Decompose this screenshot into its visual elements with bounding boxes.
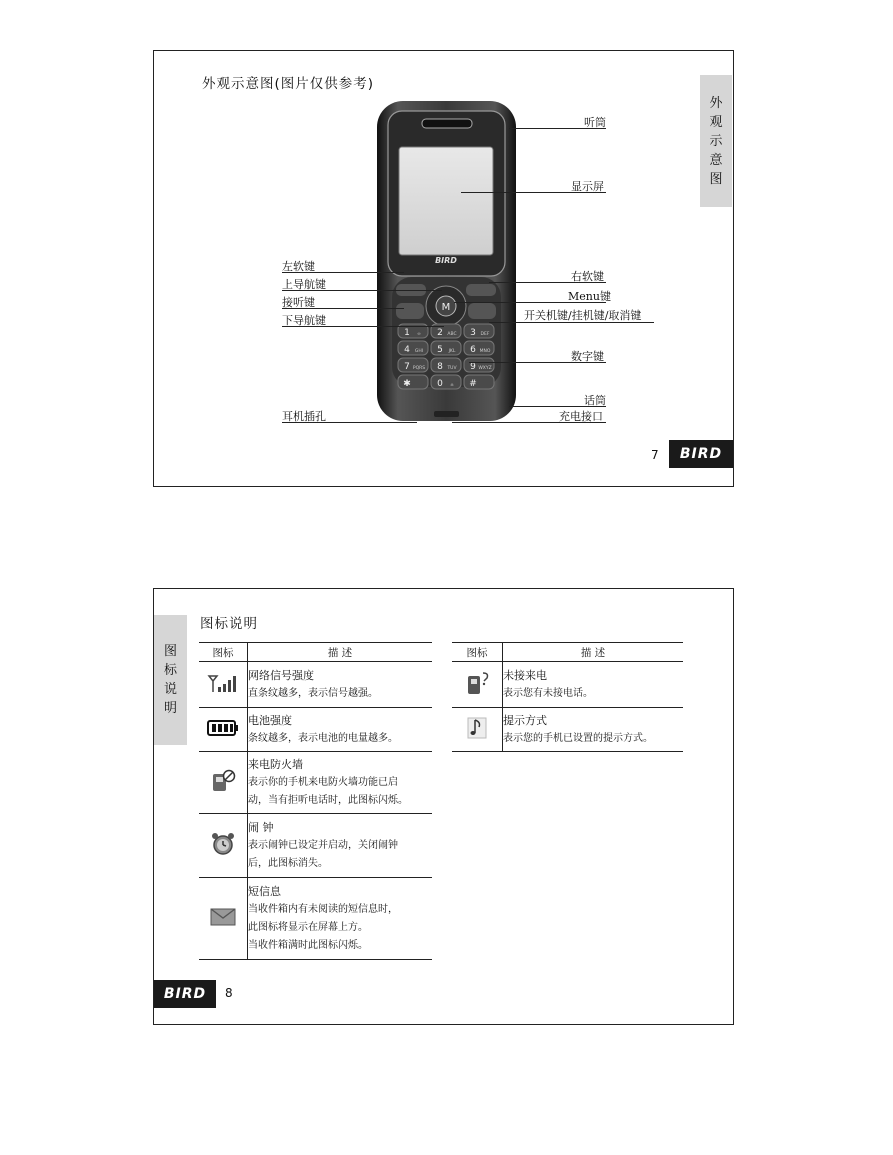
row-desc: 表示闹钟已设定并启动，关闭闹钟 后，此图标消失。	[248, 839, 398, 869]
number-key-sublabel: MNO	[479, 349, 491, 354]
icon-table-left	[199, 642, 432, 960]
row-name: 未接来电	[503, 668, 547, 682]
logo-text: BIRD	[163, 986, 207, 1002]
side-tab-char: 标	[163, 663, 177, 678]
table-row	[452, 662, 683, 708]
row-desc: 直条纹越多，表示信号越强。	[248, 687, 378, 699]
table-row	[199, 662, 432, 708]
brand-logo	[154, 980, 216, 1008]
leader-line	[489, 282, 606, 283]
number-key-label: 0	[437, 379, 443, 389]
number-key-label: 9	[470, 362, 476, 372]
row-name: 提示方式	[503, 713, 547, 727]
side-tab-char: 意	[709, 152, 723, 168]
callout-menu-key: Menu键	[568, 290, 611, 303]
alert-mode-icon	[452, 708, 503, 752]
side-tab-char: 外	[709, 95, 723, 111]
side-tab	[154, 615, 187, 745]
missed-call-icon	[452, 662, 503, 708]
number-key	[398, 341, 428, 355]
row-desc: 表示你的手机来电防火墙功能已启 动，当有拒听电话时，此图标闪烁。	[248, 776, 408, 806]
number-key-sublabel: ±	[450, 383, 454, 388]
number-key-sublabel: ∞	[417, 332, 421, 337]
battery-icon	[199, 708, 248, 752]
table-row	[199, 878, 432, 960]
table-row	[199, 708, 432, 752]
leader-line	[282, 308, 404, 309]
row-desc: 表示您有未接电话。	[503, 687, 593, 699]
side-tab-char: 说	[163, 682, 177, 697]
phone-brand: BIRD	[435, 256, 457, 265]
callout-answer-key: 接听键	[282, 296, 315, 309]
callout-display: 显示屏	[571, 180, 604, 193]
callout-nav-up: 上导航键	[282, 278, 326, 291]
page-number: 8	[225, 986, 233, 1000]
number-key-label: 3	[470, 328, 476, 338]
callout-right-soft-key: 右软键	[571, 270, 604, 283]
number-key-label: 5	[437, 345, 443, 355]
row-desc: 当收件箱内有未阅读的短信息时， 此图标将显示在屏幕上方。 当收件箱满时此图标闪烁。	[248, 903, 398, 951]
number-key-label: #	[469, 379, 477, 389]
number-key-label: 7	[404, 362, 410, 372]
row-desc: 条纹越多，表示电池的电量越多。	[248, 732, 398, 744]
leader-line	[489, 322, 654, 323]
callout-earpiece: 听筒	[584, 116, 606, 129]
number-key-label: 1	[404, 328, 410, 338]
page-title: 外观示意图(图片仅供参考)	[202, 76, 375, 92]
side-tab-char: 图	[709, 171, 723, 187]
number-key-label: ✱	[403, 379, 411, 389]
leader-line	[452, 422, 606, 423]
right-soft-key	[466, 284, 496, 296]
row-name: 来电防火墙	[248, 757, 303, 771]
number-key-sublabel: GHI	[414, 349, 424, 354]
number-key-sublabel: WXYZ	[478, 366, 492, 371]
col-header-icon: 图标	[452, 643, 503, 662]
number-key-sublabel: ABC	[447, 332, 457, 337]
callout-nav-down: 下导航键	[282, 314, 326, 327]
callout-microphone: 话筒	[584, 394, 606, 407]
number-key-label: 4	[404, 345, 410, 355]
icon-table-right	[452, 642, 683, 752]
brand-logo	[669, 440, 733, 468]
number-key-sublabel: PQRS	[412, 366, 426, 371]
leader-line	[282, 272, 404, 273]
row-name: 短信息	[248, 884, 281, 898]
logo-text: BIRD	[679, 446, 723, 462]
alarm-clock-icon	[199, 814, 248, 878]
firewall-icon	[199, 752, 248, 814]
side-tab-char: 示	[709, 133, 723, 149]
col-header-icon: 图标	[199, 643, 248, 662]
leader-line	[282, 422, 417, 423]
page-appearance	[153, 50, 734, 487]
row-name: 电池强度	[248, 713, 292, 727]
number-key-sublabel: TUV	[447, 366, 457, 371]
page-number: 7	[651, 448, 659, 462]
row-name: 网络信号强度	[248, 668, 314, 682]
number-key-label: 2	[437, 328, 443, 338]
number-key	[431, 375, 461, 389]
callout-power-key: 开关机键/挂机键/取消键	[524, 309, 642, 322]
col-header-desc: 描 述	[248, 643, 433, 662]
side-tab-char: 图	[163, 644, 177, 659]
callout-headset-jack: 耳机插孔	[282, 410, 326, 423]
number-key	[464, 324, 494, 338]
table-row	[199, 752, 432, 814]
number-key-sublabel: JKL	[448, 349, 456, 354]
row-desc: 表示您的手机已设置的提示方式。	[503, 732, 653, 744]
earpiece	[422, 119, 472, 128]
table-row	[452, 708, 683, 752]
leader-line	[282, 326, 444, 327]
leader-line	[454, 302, 606, 303]
leader-line	[509, 406, 606, 407]
envelope-icon	[199, 878, 248, 960]
number-key-label: 6	[470, 345, 476, 355]
call-key	[396, 303, 424, 319]
charger-port	[434, 411, 459, 417]
display-screen	[399, 147, 493, 255]
row-name: 闹 钟	[248, 820, 274, 834]
phone-illustration	[374, 99, 519, 424]
col-header-desc: 描 述	[503, 643, 684, 662]
side-tab-char: 明	[163, 701, 177, 716]
page-title: 图标说明	[200, 616, 258, 632]
leader-line	[282, 290, 442, 291]
callout-charger-port: 充电接口	[559, 410, 603, 423]
leader-line	[469, 362, 606, 363]
callout-numeric-keys: 数字键	[571, 350, 604, 363]
number-key	[431, 341, 461, 355]
signal-icon	[199, 662, 248, 708]
table-row	[199, 814, 432, 878]
side-tab-char: 观	[709, 114, 723, 130]
number-key-sublabel: DEF	[480, 332, 490, 337]
end-key	[468, 303, 496, 319]
menu-key-label: M	[441, 302, 451, 313]
callout-left-soft-key: 左软键	[282, 260, 315, 273]
leader-line	[509, 128, 606, 129]
leader-line	[461, 192, 606, 193]
page-icon-legend	[153, 588, 734, 1025]
number-key-label: 8	[437, 362, 443, 372]
side-tab	[700, 75, 732, 207]
